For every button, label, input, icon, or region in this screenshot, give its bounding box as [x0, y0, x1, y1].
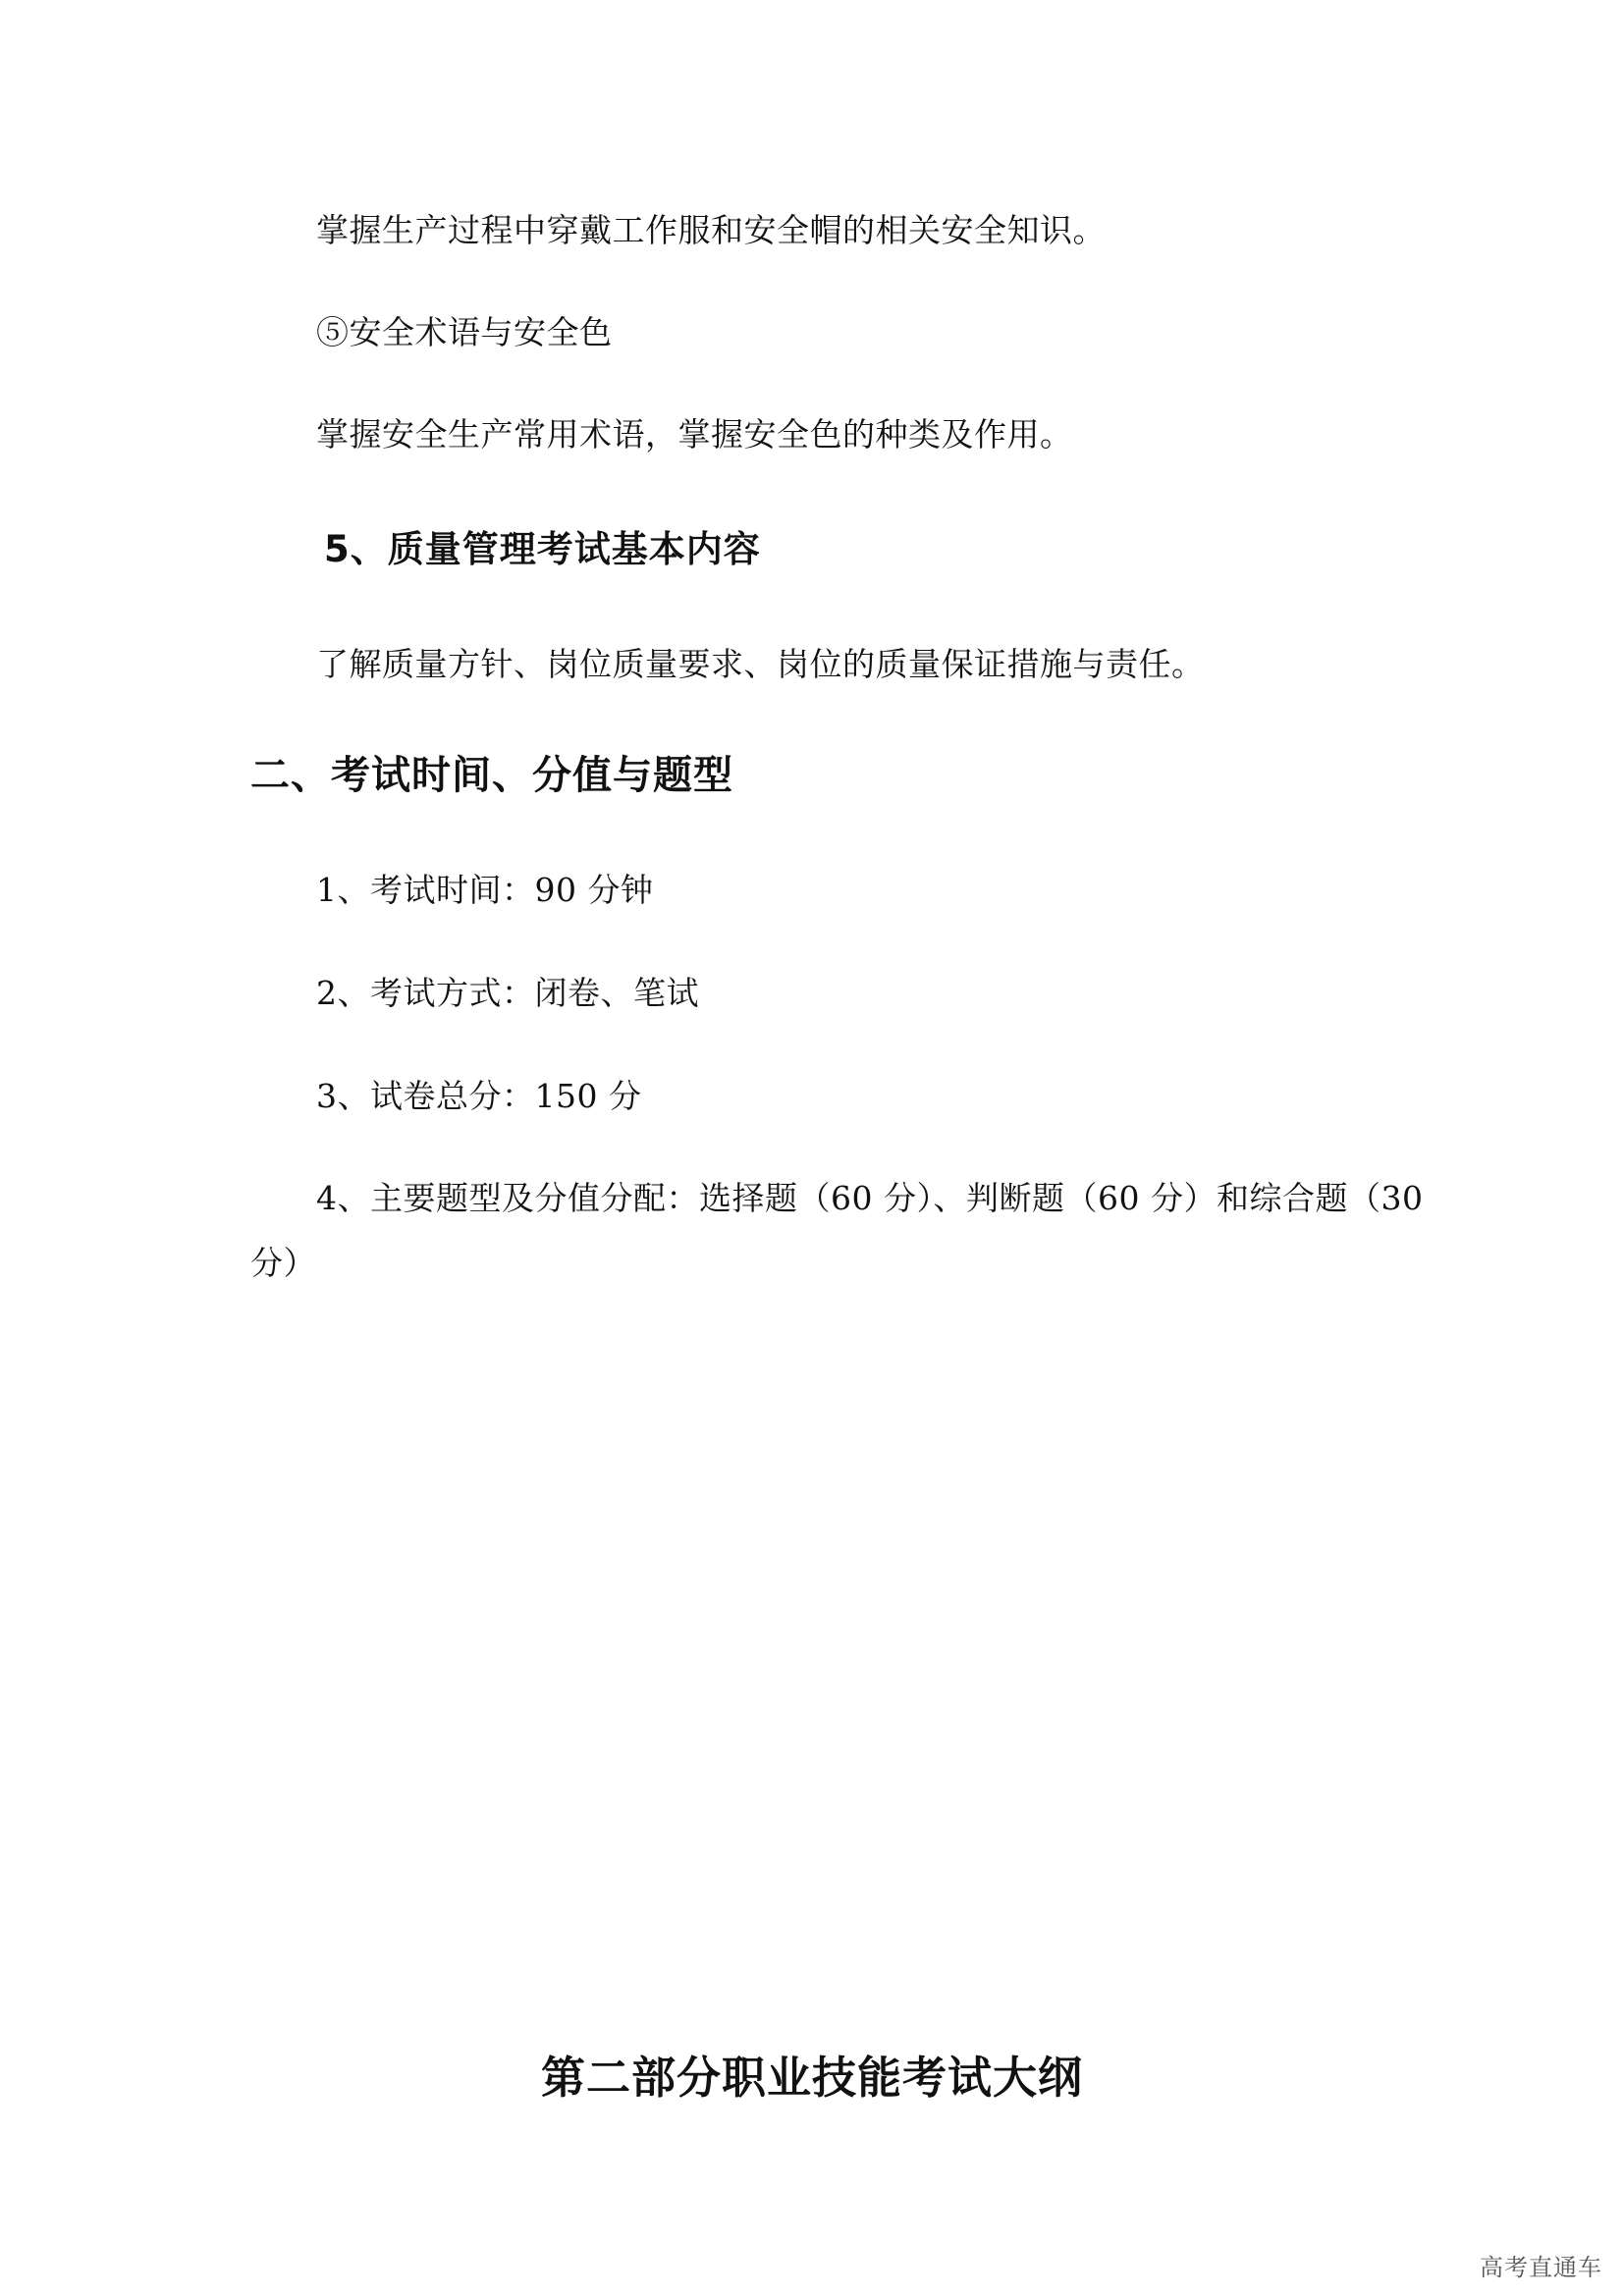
- list-item-question-types-line1: 4、主要题型及分值分配：选择题（60 分）、判断题（60 分）和综合题（30: [316, 1179, 1424, 1217]
- list-item-question-types-line2: 分）: [250, 1244, 316, 1282]
- list-item-total-score: 3、试卷总分：150 分: [316, 1077, 642, 1115]
- list-item-exam-time: 1、考试时间：90 分钟: [316, 871, 654, 909]
- list-item-exam-method: 2、考试方式：闭卷、笔试: [316, 974, 699, 1012]
- paragraph-safety-colors: 掌握安全生产常用术语，掌握安全色的种类及作用。: [316, 415, 1073, 454]
- paragraph-safety-terms-heading: ⑤安全术语与安全色: [316, 313, 613, 351]
- paragraph-workwear-safety: 掌握生产过程中穿戴工作服和安全帽的相关安全知识。: [316, 211, 1106, 249]
- section-heading-exam-format: 二、考试时间、分值与题型: [250, 753, 733, 798]
- subheading-quality-management: 5、质量管理考试基本内容: [324, 528, 761, 570]
- watermark-text: 高考直通车: [1480, 2254, 1602, 2281]
- part-two-title: 第二部分职业技能考试大纲: [540, 2052, 1083, 2104]
- paragraph-quality-policy: 了解质量方针、岗位质量要求、岗位的质量保证措施与责任。: [316, 645, 1205, 683]
